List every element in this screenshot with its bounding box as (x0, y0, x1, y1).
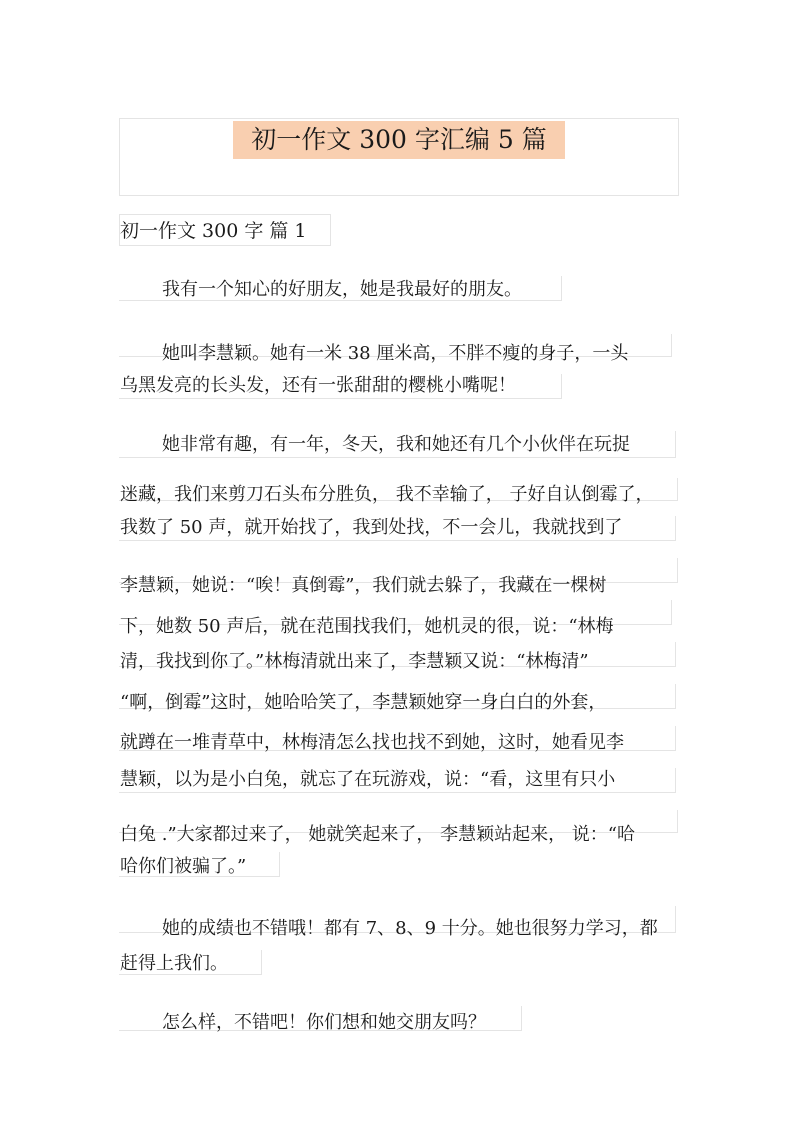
paragraph-line: 就蹲在一堆青草中，林梅清怎么找也找不到她，这时，她看见李 (120, 732, 624, 753)
paragraph-line: 下，她数 50 声后，就在范围找我们，她机灵的很，说：“林梅 (120, 616, 614, 637)
paragraph-line: 李慧颖，她说：“唉！真倒霉”，我们就去躲了，我藏在一棵树 (120, 575, 607, 596)
paragraph-line: 哈你们被骗了。” (120, 856, 247, 877)
paragraph-line: 慧颖，以为是小白兔，就忘了在玩游戏，说：“看，这里有只小 (120, 769, 616, 790)
paragraph-line: 她非常有趣，有一年，冬天，我和她还有几个小伙伴在玩捉 (162, 434, 630, 455)
paragraph-line: 怎么样，不错吧！你们想和她交朋友吗？ (162, 1012, 486, 1033)
paragraph-line: 我有一个知心的好朋友，她是我最好的朋友。 (162, 279, 522, 300)
paragraph-line: 赶得上我们。 (120, 953, 228, 974)
document-title: 初一作文 300 字汇编 5 篇 (251, 125, 547, 154)
paragraph-line: 乌黑发亮的长头发，还有一张甜甜的樱桃小嘴呢！ (120, 375, 516, 396)
paragraph-line: 她的成绩也不错哦！都有 7、8、9 十分。她也很努力学习，都 (162, 918, 658, 939)
paragraph-line: 迷藏，我们来剪刀石头布分胜负， 我不幸输了， 子好自认倒霉了， (120, 484, 654, 505)
paragraph-line: 清，我找到你了。”林梅清就出来了，李慧颖又说：“林梅清” (120, 651, 589, 672)
paragraph-line: 我数了 50 声，就开始找了，我到处找，不一会儿，我就找到了 (120, 517, 623, 538)
paragraph-line: 白兔 .”大家都过来了， 她就笑起来了， 李慧颖站起来， 说：“哈 (120, 824, 636, 845)
paragraph-line: 她叫李慧颖。她有一米 38 厘米高，不胖不瘦的身子，一头 (162, 343, 629, 364)
section-heading: 初一作文 300 字 篇 1 (120, 220, 307, 242)
paragraph-line: “啊，倒霉”这时，她哈哈笑了，李慧颖她穿一身白白的外套， (120, 692, 607, 713)
